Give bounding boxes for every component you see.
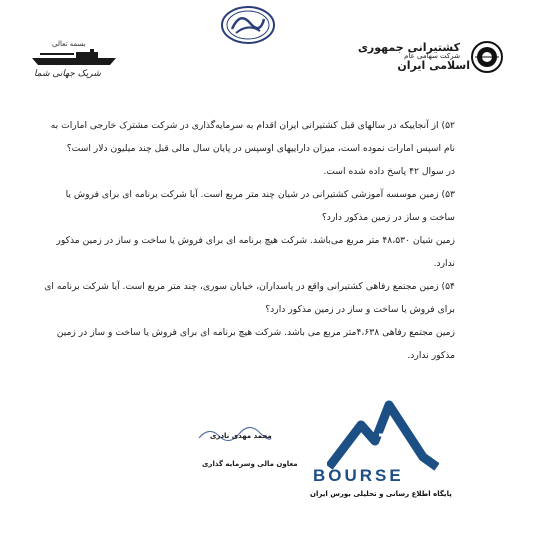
bourse-wordmark: BOURSE	[313, 466, 404, 485]
answer-53: زمین شیان ۴۸،۵۳۰ متر مربع می‌باشد. شرکت هیچ برنامه ای برای فروش یا ساخت و ساز در زمین مذکور ندارد.	[56, 235, 455, 269]
company-type-label: شرکت سهامی عام	[404, 52, 460, 60]
ship-logo-icon	[30, 48, 120, 68]
question-54: ۵۴) زمین مجتمع رفاهی کشتیرانی واقع در پاسداران، خیابان سوری، چند متر مربع است. آیا شرکت برنامه ای برای فروش یا ساخت و ساز در زمین مذکور دارد؟	[44, 281, 455, 315]
left-company-slogan: شریک جهانی شما	[34, 69, 101, 79]
question-52: ۵۲) از آنجاییکه در سالهای قبل کشتیرانی ایران اقدام به سرمایه‌گذاری در شرکت مشترک خارجی امارات به نام اسپس امارات نموده است، میزان داراییهای اوسپس در پایان سال مالی قبل چند میلیون دلار است؟	[50, 120, 455, 154]
letter-body	[40, 114, 455, 367]
answer-54: زمین مجتمع رفاهی ۴،۶۳۸متر مربع می باشد. شرکت هیچ برنامه ای برای فروش یا ساخت و ساز در زمین مذکور ندارد.	[56, 327, 455, 361]
answer-52: در سوال ۴۲ پاسخ داده شده است.	[323, 166, 455, 177]
company-title-line1: کشتیرانی جمهوری	[357, 41, 460, 54]
question-53: ۵۳) زمین موسسه آموزشی کشتیرانی در شیان چند متر مربع است. آیا شرکت برنامه ای برای فروش یا ساخت و ساز در زمین مذکور دارد؟	[65, 189, 455, 223]
signatory-name: محمد مهدی نادری	[210, 432, 272, 440]
bourse-caption: پایگاه اطلاع رسانی و تحلیلی بورس ایران	[310, 490, 452, 498]
bismillah-text: بسمه تعالی	[52, 40, 86, 48]
company-title-line2: اسلامی ایران	[397, 59, 470, 72]
signatory-title: معاون مالی وسرمایه گذاری	[202, 460, 298, 468]
bourse-mountain-logo-icon	[327, 395, 439, 477]
calligraphy-seal-icon	[220, 5, 276, 45]
irisl-logo-icon	[470, 40, 504, 74]
